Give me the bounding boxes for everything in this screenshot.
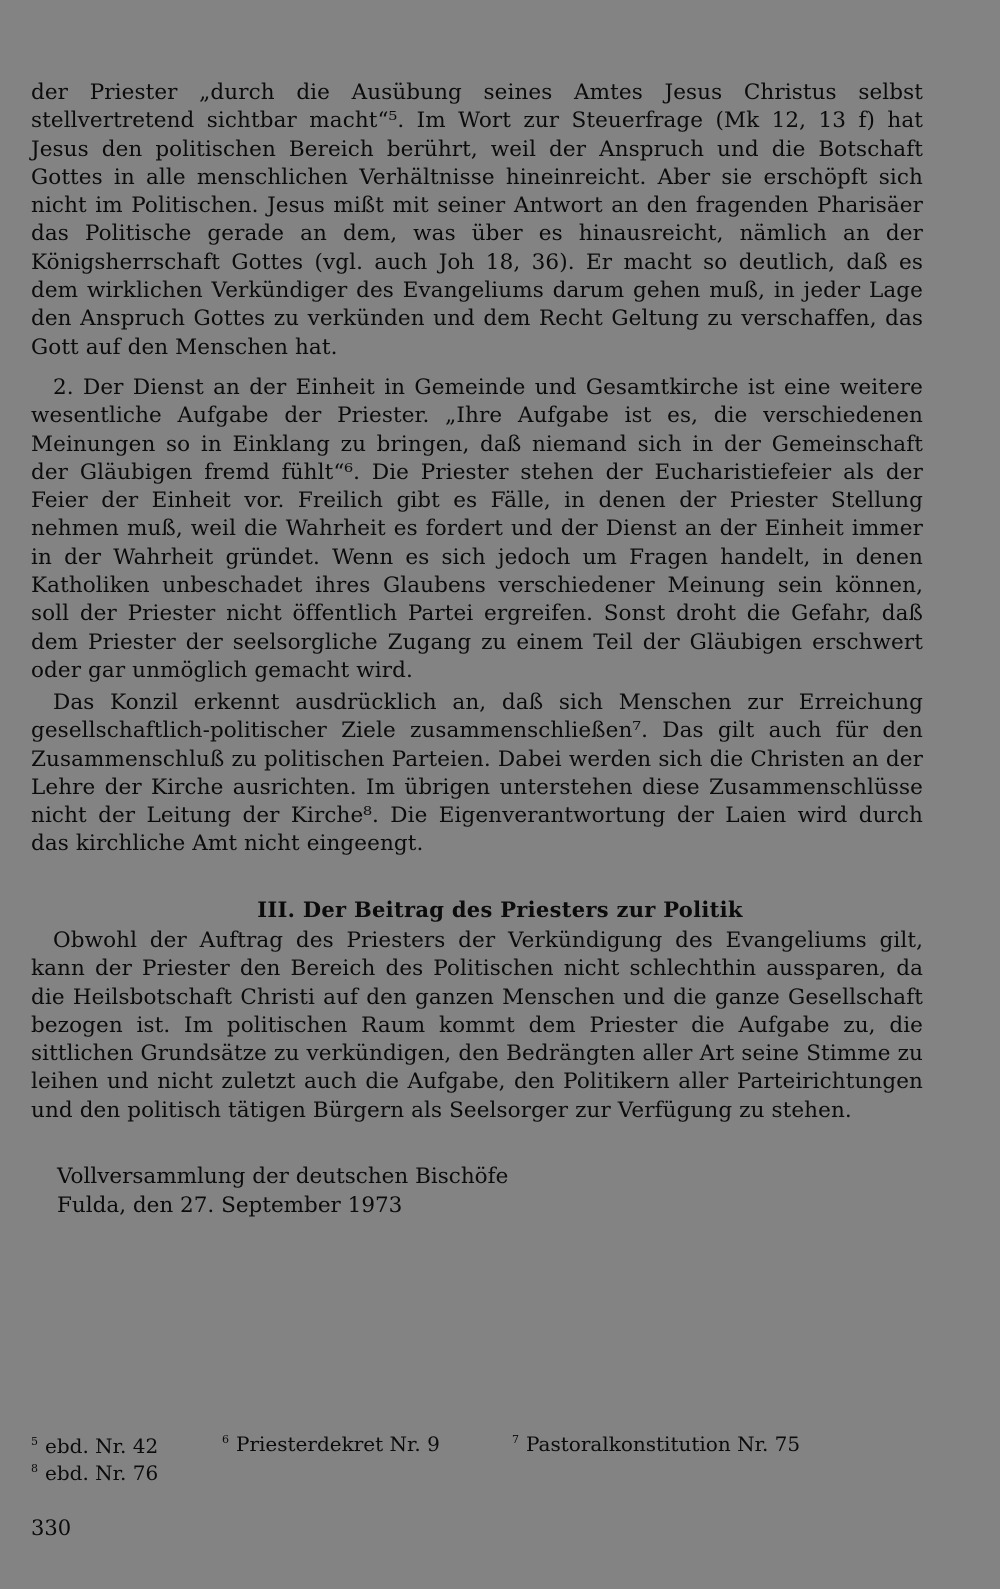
footnote-8: [31, 1457, 158, 1485]
footnote-5: [31, 1430, 158, 1458]
footnote-5-text: ebd. Nr. 42: [45, 1434, 159, 1458]
paragraph-4-text: Obwohl der Auftrag des Priesters der Verkündigung des Evangeliums gilt, kann der Priester den Bereich des Politischen nicht schlechthin aussparen, da die Heilsbotschaft Christi auf den ganzen Menschen und die ganze Gesellschaft bezogen ist. Im politischen Raum kommt dem Priester die Aufgabe zu, die sittlichen Grundsätze zu verkündigen, den Bedrängten aller Art seine Stimme zu leihen und nicht zuletzt auch die Aufgabe, den Politikern aller Parteirichtungen und den politisch tätigen Bürgern als Seelsorger zur Verfügung zu stehen.: [31, 928, 923, 1123]
footnote-7-text: Pastoralkonstitution Nr. 75: [526, 1432, 801, 1456]
paragraph-4: [31, 927, 923, 1125]
paragraph-2-text: 2. Der Dienst an der Einheit in Gemeinde und Gesamtkirche ist eine weitere wesentliche Aufgabe der Priester. „Ihre Aufgabe ist es, die verschiedenen Meinungen so in Einklang zu bringen, daß niemand sich in der Gemeinschaft der Gläubigen fremd fühlt“⁶. Die Priester stehen der Eucharistiefeier als der Feier der Einheit vor. Freilich gibt es Fälle, in denen der Priester Stellung nehmen muß, weil die Wahrheit es fordert und der Dienst an der Einheit immer in der Wahrheit gründet. Wenn es sich jedoch um Fragen handelt, in denen Katholiken unbeschadet ihres Glaubens verschiedener Meinung sein können, soll der Priester nicht öffentlich Partei ergreifen. Sonst droht die Gefahr, daß dem Priester der seelsorgliche Zugang zu einem Teil der Gläubigen erschwert oder gar unmöglich gemacht wird.: [31, 375, 923, 683]
footnote-5-number: 5: [31, 1435, 38, 1448]
signature-line-1: Vollversammlung der deutschen Bischöfe: [57, 1164, 509, 1189]
footnote-6-number: 6: [222, 1433, 229, 1446]
paragraph-1: [31, 79, 923, 362]
page-number: 330: [31, 1516, 72, 1540]
footnote-7-number: 7: [512, 1433, 519, 1446]
footnote-6: [222, 1428, 440, 1456]
footnote-7: [512, 1428, 800, 1456]
paragraph-3: [31, 689, 923, 859]
paragraph-3-text: Das Konzil erkennt ausdrücklich an, daß sich Menschen zur Erreichung gesellschaftlich-politischer Ziele zusammenschließen⁷. Das gilt auch für den Zusammenschluß zu politischen Parteien. Dabei werden sich die Christen an der Lehre der Kirche ausrichten. Im übrigen unterstehen diese Zusammenschlüsse nicht der Leitung der Kirche⁸. Die Eigenverantwortung der Laien wird durch das kirchliche Amt nicht eingeengt.: [31, 690, 923, 857]
signature-line-2: Fulda, den 27. September 1973: [57, 1193, 403, 1218]
footnote-8-text: ebd. Nr. 76: [45, 1461, 159, 1485]
section-heading: III. Der Beitrag des Priesters zur Politik: [257, 897, 743, 922]
footnote-8-number: 8: [31, 1462, 38, 1475]
footnote-6-text: Priesterdekret Nr. 9: [236, 1432, 440, 1456]
paragraph-1-text: der Priester „durch die Ausübung seines Amtes Jesus Christus selbst stellvertretend sichtbar macht“⁵. Im Wort zur Steuerfrage (Mk 12, 13 f) hat Jesus den politischen Bereich berührt, weil der Anspruch und die Botschaft Gottes in alle menschlichen Verhältnisse hineinreicht. Aber sie erschöpft sich nicht im Politischen. Jesus mißt mit seiner Antwort an den fragenden Pharisäer das Politische gerade an dem, was über es hinausreicht, nämlich an der Königsherrschaft Gottes (vgl. auch Joh 18, 36). Er macht so deutlich, daß es dem wirklichen Verkündiger des Evangeliums darum gehen muß, in jeder Lage den Anspruch Gottes zu verkünden und dem Recht Geltung zu verschaffen, das Gott auf den Menschen hat.: [31, 80, 923, 360]
paragraph-2: [31, 374, 923, 685]
